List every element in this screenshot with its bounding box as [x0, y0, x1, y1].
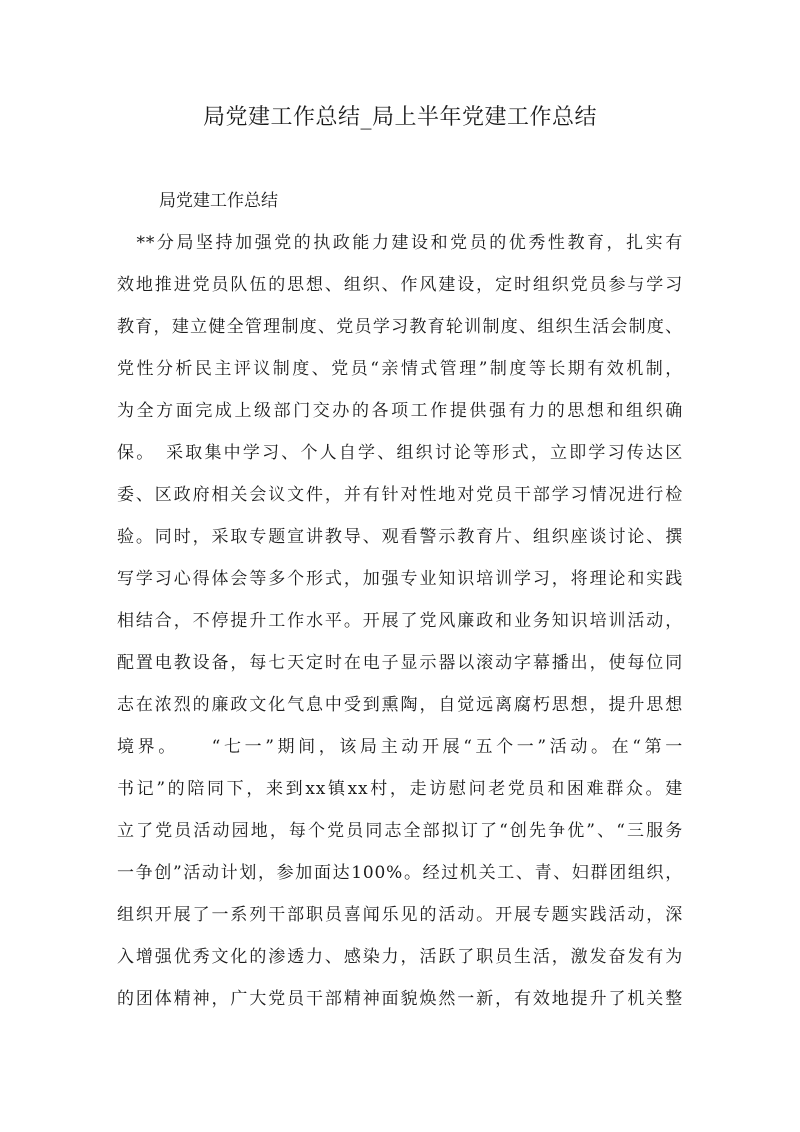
body-line: 相结合，不停提升工作水平。开展了党风廉政和业务知识培训活动，: [117, 611, 683, 631]
body-line: 为全方面完成上级部门交办的各项工作提供强有力的思想和组织确: [117, 401, 683, 421]
body-line: 验。同时，采取专题宣讲教导、观看警示教育片、组织座谈讨论、撰: [117, 527, 683, 547]
body-line: 组织开展了一系列干部职员喜闻乐见的活动。开展专题实践活动，深: [117, 905, 683, 925]
body-line: 入增强优秀文化的渗透力、感染力，活跃了职员生活，激发奋发有为: [117, 947, 683, 967]
body-paragraph: [117, 222, 683, 1020]
body-line: 立了党员活动园地，每个党员同志全部拟订了“创先争优”、“三服务: [117, 821, 683, 841]
body-line: 效地推进党员队伍的思想、组织、作风建设，定时组织党员参与学习: [117, 275, 683, 295]
body-line: 委、区政府相关会议文件，并有针对性地对党员干部学习情况进行检: [117, 485, 683, 505]
body-line: 保。 采取集中学习、个人自学、组织讨论等形式，立即学习传达区: [117, 443, 683, 463]
body-line: **分局坚持加强党的执政能力建设和党员的优秀性教育，扎实有: [117, 233, 683, 253]
body-line: 党性分析民主评议制度、党员“亲情式管理”制度等长期有效机制，: [117, 359, 683, 379]
document-title: 局党建工作总结_局上半年党建工作总结: [202, 105, 597, 130]
body-line: 的团体精神，广大党员干部精神面貌焕然一新，有效地提升了机关整: [117, 989, 683, 1009]
body-line: 书记”的陪同下，来到xx镇xx村，走访慰问老党员和困难群众。建: [117, 779, 683, 799]
document-content: [117, 180, 683, 1020]
body-line: 一争创”活动计划，参加面达100%。经过机关工、青、妇群团组织，: [117, 863, 683, 883]
body-line: 配置电教设备，每七天定时在电子显示器以滚动字幕播出，使每位同: [117, 653, 683, 673]
body-line: 写学习心得体会等多个形式，加强专业知识培训学习，将理论和实践: [117, 569, 683, 589]
body-line: 境界。 “七一”期间，该局主动开展“五个一”活动。在“第一: [117, 737, 683, 757]
body-line: 教育，建立健全管理制度、党员学习教育轮训制度、组织生活会制度、: [117, 317, 683, 337]
body-line: 志在浓烈的廉政文化气息中受到熏陶，自觉远离腐朽思想，提升思想: [117, 695, 683, 715]
section-subheading: 局党建工作总结: [159, 191, 278, 211]
